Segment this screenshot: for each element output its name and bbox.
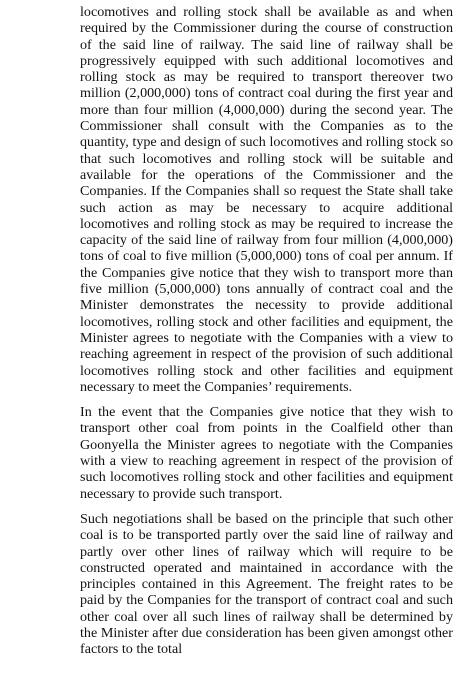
paragraph-locomotives-rolling-stock: locomotives and rolling stock shall be available as and when required by the Commissioner during the course of construction of the said line of railway. The said line of railway shall be progressively equipped with such additional locomotives and rolling stock as may be required to transport thereover two million (2,000,000) tons of contract coal during the first year and more than four million (4,000,000) during the second year. The Commissioner shall consult with the Companies as to the quantity, type and design of such locomotives and rolling stock so that such locomotives and rolling stock will be suitable and available for the operations of the Commissioner and the Companies. If the Companies shall so request the State shall take such action as may be necessary to acquire additional locomotives and rolling stock as may be required to increase the capacity of the said line of railway from four million (4,000,000) tons of coal to five million (5,000,000) tons of coal per annum. If the Companies give notice that they wish to transport more than five million (5,000,000) tons annually of contract coal and the Minister demonstrates the necessity to provide additional locomotives, rolling stock and other facilities and equipment, the Minister agrees to negotiate with the Companies with a view to reaching agreement in respect of the provision of such additional locomotives rolling stock and other facilities and equipment necessary to meet the Companies’ requirements.: [80, 4, 453, 395]
paragraph-negotiation-principles: Such negotiations shall be based on the principle that such other coal is to be transported partly over the said line of railway and partly over other lines of railway which will require to be constructed operated and maintained in accordance with the principles contained in this Agreement. The freight rates to be paid by the Companies for the transport of contract coal and such other coal over all such lines of railway shall be determined by the Minister after due consideration has been given amongst other factors to the total: [80, 510, 453, 658]
document-page: [80, 4, 453, 658]
paragraph-other-coal-transport: In the event that the Companies give notice that they wish to transport other coal from points in the Coalfield other than Goonyella the Minister agrees to negotiate with the Companies with a view to reaching agreement in respect of the provision of such locomotives rolling stock and other facilities and equipment necessary to provide such transport.: [80, 404, 453, 502]
